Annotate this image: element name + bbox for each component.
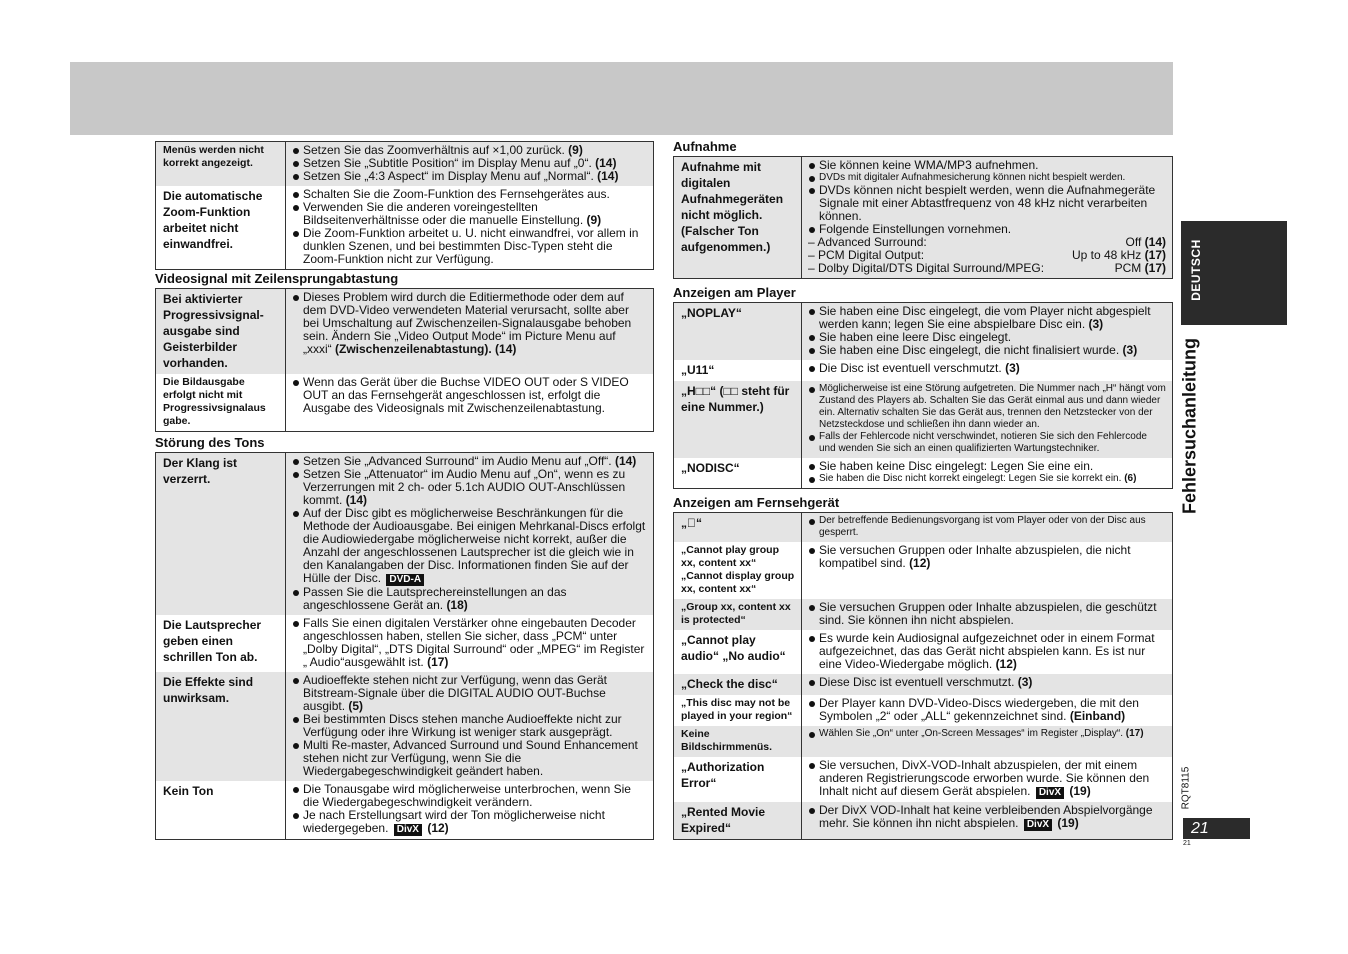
solution-text: Sie haben eine Disc eingelegt, die nicht finalisiert wurde.: [819, 343, 1120, 357]
page-reference: (3): [1017, 675, 1033, 689]
solution-list: [808, 759, 1166, 799]
table-row: [674, 157, 1173, 279]
problem-cell: „Group xx, content xx is protected“: [674, 599, 802, 630]
solution-list: [808, 305, 1166, 357]
table-row: [156, 672, 654, 781]
solution-item: [292, 201, 647, 227]
table-row: [674, 458, 1173, 489]
table-row: [156, 781, 654, 840]
solution-cell: [286, 186, 654, 270]
page-reference: (17): [1144, 248, 1166, 262]
player-table: [673, 302, 1173, 489]
right-column: [673, 138, 1173, 840]
problem-cell: „Check the disc“: [674, 674, 802, 695]
page-number: 21: [1183, 818, 1250, 839]
solution-cell: [802, 157, 1173, 279]
solution-cell: [802, 360, 1173, 381]
table-row: [674, 303, 1173, 361]
solution-text: Audioeffekte stehen nicht zur Verfügung, wenn das Gerät Bitstream-Signale über die DIGITAL AUDIO OUT-Buchse ausgibt.: [303, 673, 607, 713]
setting-value: PCM: [1114, 261, 1142, 275]
solution-text: Setzen Sie „4:3 Aspect“ im Display Menu auf „Normal“.: [303, 169, 594, 183]
solution-item: [808, 305, 1166, 331]
solution-cell: [802, 458, 1173, 489]
page-reference: (Einband): [1069, 709, 1126, 723]
solution-text: Wählen Sie „On“ unter „On-Screen Messages“ im Register „Display“.: [819, 728, 1123, 739]
solution-item: [808, 601, 1166, 627]
solution-item: [292, 227, 647, 266]
solution-list: [808, 804, 1166, 831]
solution-item: [808, 759, 1166, 799]
table-row: [674, 381, 1173, 458]
document-code: RQT8115: [1180, 766, 1192, 810]
solution-cell: [286, 374, 654, 432]
solution-text: Möglicherweise ist eine Störung aufgetreten. Die Nummer nach „H“ hängt vom Zustand des Players ab. Schalten Sie das Gerät einmal aus und dann wieder ein. Alternativ schalten Sie das Gerät aus, trennen den Netzstecker von der Netzsteckdose und schließen ihn dann wieder an.: [819, 383, 1166, 430]
page-reference: (Zwischenzeilenabtastung). (14): [335, 342, 517, 356]
solution-text: Setzen Sie „Subtitle Position“ im Display Menu auf „0“.: [303, 156, 592, 170]
problem-cell: Der Klang ist verzerrt.: [156, 453, 286, 616]
table-row: [674, 695, 1173, 726]
solution-text: Setzen Sie „Attenuator“ im Audio Menu auf „On“, wenn es zu Verzerrungen mit 2 ch- oder 5.1ch AUDIO OUT-Anschlüssen kommt.: [303, 467, 626, 507]
solution-item: [808, 362, 1166, 375]
table-row: [674, 513, 1173, 543]
page-reference: (12): [995, 657, 1017, 671]
section-heading-interlace: Videosignal mit Zeilensprungabtastung: [155, 271, 399, 286]
problem-cell: „Cannot play group xx, content xx“ „Cannot display group xx, content xx“: [674, 542, 802, 599]
table-row: [674, 630, 1173, 674]
table-row: [674, 674, 1173, 695]
solution-cell: [802, 599, 1173, 630]
solution-cell: [286, 289, 654, 375]
solution-text: Die Disc ist eventuell verschmutzt.: [819, 361, 1002, 375]
table-row: [156, 374, 654, 432]
solution-item: [808, 473, 1166, 485]
solution-list: [292, 455, 647, 612]
problem-cell: Die Bildausgabe erfolgt nicht mit Progressivsignalaus gabe.: [156, 374, 286, 432]
solution-text: Sie versuchen Gruppen oder Inhalte abzuspielen, die geschützt sind. Sie können ihn nicht abspielen.: [819, 600, 1157, 627]
solution-text: Der betreffende Bedienungsvorgang ist vom Player oder von der Disc aus gesperrt.: [819, 515, 1146, 538]
solution-cell: [802, 381, 1173, 458]
solution-item: [808, 515, 1166, 539]
table-row: [674, 726, 1173, 757]
solution-list: [808, 362, 1166, 375]
solution-text: Dieses Problem wird durch die Editiermethode oder dem auf dem DVD-Video verwendeten Material verursacht, sollte aber bei Umschaltung auf Zwischenzeilen-Signalausgabe behoben sein. Ändern Sie „Video Output Mode“ im Picture Menu auf „xxxi“: [303, 290, 632, 356]
solution-item: [292, 291, 647, 356]
solution-list: [292, 291, 647, 356]
solution-item: [808, 344, 1166, 357]
solution-text: Sie haben die Disc nicht korrekt eingelegt: Legen Sie sie korrekt ein.: [819, 473, 1122, 484]
solution-cell: [802, 726, 1173, 757]
solution-text: Falls der Fehlercode nicht verschwindet, notieren Sie sich den Fehlercode und wenden Sie sich an einen qualifizierten Wartungstechniker.: [819, 431, 1147, 454]
section-heading-player: Anzeigen am Player: [673, 285, 796, 300]
page-reference: (18): [446, 598, 468, 612]
chapter-title: Fehlersuchanleitung: [1179, 337, 1200, 515]
solution-text: Die Zoom-Funktion arbeitet u. U. nicht einwandfrei, vor allem in dunklen Szenen, und bei bestimmten Disc-Typen steht die Zoom-Funktion nicht zur Verfügung.: [303, 226, 639, 266]
solution-list: [292, 188, 647, 266]
solution-cell: [802, 303, 1173, 361]
solution-list: [808, 697, 1166, 723]
problem-cell: „H□□“ (□□ steht für eine Nummer.): [674, 381, 802, 458]
page-reference: (9): [586, 213, 602, 227]
problem-cell: Menüs werden nicht korrekt angezeigt.: [156, 142, 286, 187]
setting-row: [808, 262, 1166, 275]
page-reference: (14): [597, 169, 619, 183]
solution-cell: [802, 757, 1173, 802]
page-reference: (9): [568, 143, 583, 157]
page-reference: (6): [1124, 473, 1137, 484]
page-reference: (12): [427, 821, 449, 835]
solution-cell: [286, 615, 654, 672]
page-reference: (14): [595, 156, 617, 170]
solution-item: [292, 674, 647, 713]
solution-item: [808, 159, 1166, 172]
solution-item: [808, 632, 1166, 671]
page-reference: (12): [909, 556, 931, 570]
interlace-table: [155, 288, 654, 432]
solution-text: Verwenden Sie die anderen voreingestellten Bildseitenverhältnisse oder die manuelle Einstellung.: [303, 200, 584, 227]
solution-text: Sie versuchen Gruppen oder Inhalte abzuspielen, die nicht kompatibel sind.: [819, 543, 1131, 570]
solution-text: Schalten Sie die Zoom-Funktion des Fernsehgerätes aus.: [303, 187, 610, 201]
solution-text: Sie können keine WMA/MP3 aufnehmen.: [819, 158, 1039, 172]
solution-item: [292, 586, 647, 612]
problem-cell: „NODISC“: [674, 458, 802, 489]
solution-cell: [286, 142, 654, 187]
format-badge: DivX: [394, 824, 422, 836]
page-reference: (5): [348, 699, 364, 713]
section-heading-tv: Anzeigen am Fernsehgerät: [673, 495, 840, 510]
solution-text: DVDs mit digitaler Aufnahmesicherung können nicht bespielt werden.: [819, 172, 1126, 183]
solution-list: [808, 460, 1166, 485]
format-badge: DVD-A: [386, 574, 424, 586]
solution-item: [292, 170, 647, 183]
sound-table: [155, 452, 654, 840]
solution-item: [292, 507, 647, 586]
solution-item: [292, 468, 647, 507]
solution-text: Bei bestimmten Discs stehen manche Audioeffekte nicht zur Verfügung oder ihre Wirkung ist weniger stark ausgeprägt.: [303, 712, 622, 739]
problem-cell: Kein Ton: [156, 781, 286, 840]
solution-list: [808, 383, 1166, 455]
page-reference: (17): [1144, 261, 1166, 275]
solution-list: [292, 617, 647, 669]
problem-cell: Die automatische Zoom-Funktion arbeitet nicht einwandfrei.: [156, 186, 286, 270]
solution-item: [808, 544, 1166, 570]
zoom-table: [155, 141, 654, 270]
solution-list: [292, 674, 647, 778]
solution-text: Auf der Disc gibt es möglicherweise Beschränkungen für die Methode der Audioausgabe. Bei einigen Mehrkanal-Discs erfolgt die Audiowiedergabe möglicherweise nicht korrekt, außer die Anzahl der angeschlossenen Lautsprecher ist die gleich wie in den Kanalangaben der Disc. Informationen finden Sie auf der Hülle der Disc.: [303, 506, 646, 585]
solution-text: Falls Sie einen digitalen Verstärker ohne eingebauten Decoder angeschlossen haben, stellen Sie sicher, dass „PCM“ unter „Dolby Digital“, „DTS Digital Surround“ oder „MPEG“ im Register „ Audio“ausgewählt ist.: [303, 616, 645, 669]
solution-cell: [286, 781, 654, 840]
format-badge: DivX: [1036, 787, 1064, 799]
problem-cell: „NOPLAY“: [674, 303, 802, 361]
table-row: [674, 757, 1173, 802]
solution-text: Es wurde kein Audiosignal aufgezeichnet oder in einem Format aufgezeichnet, das das Gerät nicht abspielen kann. Es ist nur eine Video-Wiedergabe möglich.: [819, 631, 1155, 671]
table-row: [156, 186, 654, 270]
solution-list: [808, 544, 1166, 570]
solution-text: Sie haben eine Disc eingelegt, die vom Player nicht abgespielt werden kann; legen Sie eine abspielbare Disc ein.: [819, 304, 1151, 331]
table-row: [674, 542, 1173, 599]
section-heading-recording: Aufnahme: [673, 139, 737, 154]
solution-text: Sie haben eine leere Disc eingelegt.: [819, 330, 1012, 344]
problem-cell: Bei aktivierter Progressivsignal-ausgabe sind Geisterbilder vorhanden.: [156, 289, 286, 375]
page-reference: (3): [1088, 317, 1104, 331]
solution-item: [808, 223, 1166, 236]
solution-item: [292, 739, 647, 778]
setting-name: – PCM Digital Output:: [808, 249, 1064, 262]
solution-cell: [802, 542, 1173, 599]
solution-text: Je nach Erstellungsart wird der Ton möglicherweise nicht wiedergegeben.: [303, 808, 605, 835]
solution-list: [808, 515, 1166, 539]
solution-text: Multi Re-master, Advanced Surround und Sound Enhancement stehen nicht zur Verfügung, wenn Sie die Wiedergabegeschwindigkeit geändert haben.: [303, 738, 638, 778]
language-tab-label: DEUTSCH: [1189, 239, 1203, 301]
solution-text: Diese Disc ist eventuell verschmutzt.: [819, 675, 1015, 689]
header-banner: [70, 62, 1173, 135]
page-reference: (19): [1057, 816, 1079, 830]
solution-item: [808, 804, 1166, 831]
setting-name: – Dolby Digital/DTS Digital Surround/MPEG:: [808, 262, 1064, 275]
solution-item: [292, 376, 647, 415]
solution-list: [808, 601, 1166, 627]
solution-text: Der Player kann DVD-Video-Discs wiedergeben, die mit den Symbolen „2“ oder „ALL“ gekennzeichnet sind.: [819, 696, 1139, 723]
page-number-small: 21: [1183, 840, 1191, 847]
table-row: [156, 142, 654, 187]
table-row: [156, 615, 654, 672]
recording-solutions: [808, 159, 1166, 236]
problem-cell: „This disc may not be played in your region“: [674, 695, 802, 726]
page-reference: (14): [345, 493, 368, 507]
tv-table: [673, 512, 1173, 840]
solution-text: Der DivX VOD-Inhalt hat keine verbleibenden Abspielvorgänge mehr. Sie können ihn nicht abspielen.: [819, 803, 1153, 830]
solution-item: [292, 783, 647, 809]
solution-item: [808, 697, 1166, 723]
solution-item: [808, 383, 1166, 431]
solution-list: [292, 376, 647, 415]
problem-cell: Aufnahme mit digitalen Aufnahmegeräten nicht möglich. (Falscher Ton aufgenommen.): [674, 157, 802, 279]
solution-text: Passen Sie die Lautsprechereinstellungen an das angeschlossene Gerät an.: [303, 585, 567, 612]
solution-text: Wenn das Gerät über die Buchse VIDEO OUT oder S VIDEO OUT an das Fernsehgerät angeschlossen ist, erfolgt die Ausgabe des Videosignals mit Zwischenzeilenabtastung.: [303, 375, 629, 415]
setting-value-cell: [1064, 262, 1166, 275]
setting-value: Off: [1125, 235, 1142, 249]
page-reference: (14): [614, 454, 637, 468]
solution-list: [292, 783, 647, 836]
problem-cell: Die Effekte sind unwirksam.: [156, 672, 286, 781]
solution-text: Sie versuchen, DivX-VOD-Inhalt abzuspielen, der mit einem anderen Registrierungscode erworben wurde. Sie können den Inhalt nicht auf diesem Gerät abspielen.: [819, 758, 1150, 798]
solution-item: [292, 713, 647, 739]
problem-cell: „Cannot play audio“ „No audio“: [674, 630, 802, 674]
problem-cell: „U11“: [674, 360, 802, 381]
solution-list: [808, 632, 1166, 671]
solution-item: [808, 728, 1166, 740]
page-reference: (19): [1069, 784, 1091, 798]
solution-cell: [286, 672, 654, 781]
setting-name: – Advanced Surround:: [808, 236, 1064, 249]
solution-list: [292, 144, 647, 183]
table-row: [156, 453, 654, 616]
table-row: [674, 802, 1173, 840]
table-row: [674, 599, 1173, 630]
page-reference: (17): [1125, 728, 1144, 739]
recording-settings: [808, 236, 1166, 275]
solution-text: DVDs können nicht bespielt werden, wenn die Aufnahmegeräte Signale mit einer Abtastfrequenz von 48 kHz nicht verarbeiten können.: [819, 183, 1156, 223]
solution-cell: [802, 695, 1173, 726]
problem-cell: „⃠“: [674, 513, 802, 543]
section-heading-sound: Störung des Tons: [155, 435, 265, 450]
solution-text: Setzen Sie „Advanced Surround“ im Audio Menu auf „Off“.: [303, 454, 612, 468]
solution-cell: [802, 674, 1173, 695]
solution-item: [808, 460, 1166, 473]
solution-item: [808, 184, 1166, 223]
solution-item: [808, 431, 1166, 455]
problem-cell: Keine Bildschirmmenüs.: [674, 726, 802, 757]
table-row: [156, 289, 654, 375]
page-reference: (14): [1144, 235, 1166, 249]
solution-text: Setzen Sie das Zoomverhältnis auf ×1,00 zurück.: [303, 143, 565, 157]
problem-cell: „Rented Movie Expired“: [674, 802, 802, 840]
format-badge: DivX: [1024, 819, 1052, 831]
solution-cell: [802, 630, 1173, 674]
problem-cell: Die Lautsprecher geben einen schrillen Ton ab.: [156, 615, 286, 672]
solution-list: [808, 676, 1166, 689]
page-reference: (17): [427, 655, 449, 669]
problem-cell: „Authorization Error“: [674, 757, 802, 802]
solution-text: Die Tonausgabe wird möglicherweise unterbrochen, wenn Sie die Wiedergabegeschwindigkeit verändern.: [303, 782, 631, 809]
solution-cell: [802, 802, 1173, 840]
solution-text: Folgende Einstellungen vornehmen.: [819, 222, 1012, 236]
left-column: [155, 141, 654, 840]
solution-item: [292, 617, 647, 669]
solution-item: [292, 809, 647, 836]
solution-text: Sie haben keine Disc eingelegt: Legen Sie eine ein.: [819, 459, 1094, 473]
solution-list: [808, 728, 1166, 740]
solution-cell: [802, 513, 1173, 543]
solution-item: [808, 676, 1166, 689]
page-reference: (3): [1005, 361, 1020, 375]
solution-cell: [286, 453, 654, 616]
page-reference: (3): [1122, 343, 1138, 357]
setting-value: Up to 48 kHz: [1071, 248, 1142, 262]
table-row: [674, 360, 1173, 381]
recording-table: [673, 156, 1173, 279]
